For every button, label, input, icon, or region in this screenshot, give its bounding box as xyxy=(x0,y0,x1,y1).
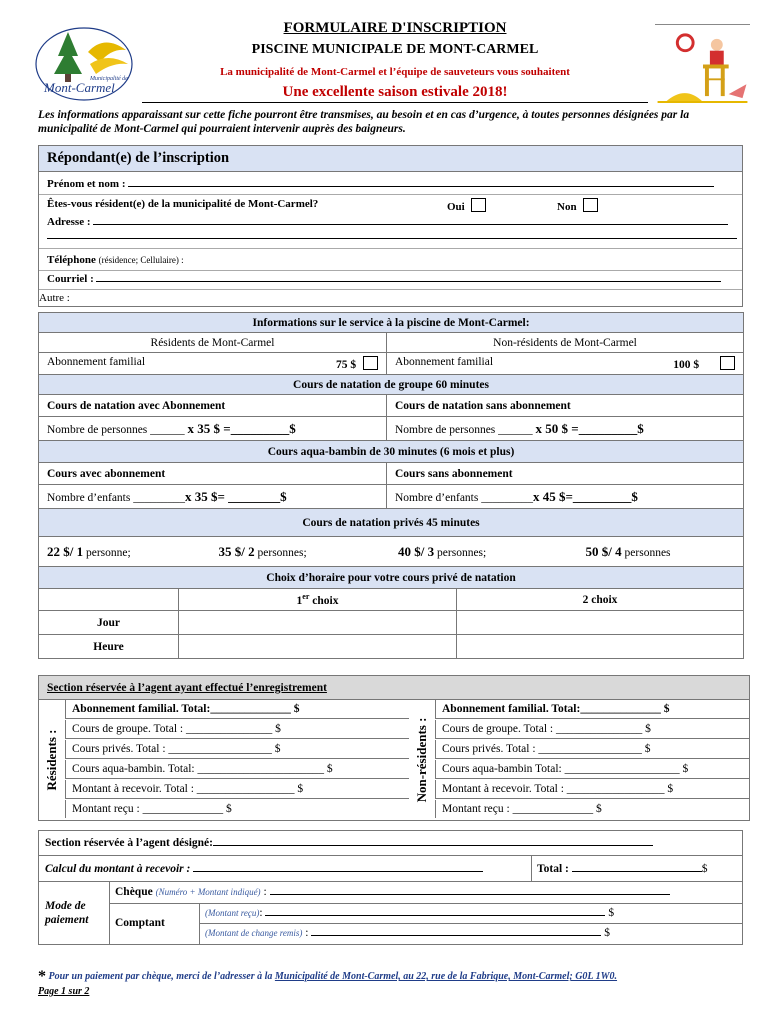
residents-header: Résidents de Mont-Carmel xyxy=(39,333,387,353)
received-row: (Montant reçu): $ xyxy=(205,907,615,919)
svg-text:Municipalité de: Municipalité de xyxy=(90,76,128,82)
private-options-row xyxy=(39,537,744,567)
phone-hint: (résidence; Cellulaire) : xyxy=(98,255,184,265)
aqua-with-sub-title: Cours avec abonnement xyxy=(39,463,387,485)
group-lessons-heading: Cours de natation de groupe 60 minutes xyxy=(39,375,744,395)
respondent-heading: Répondant(e) de l’inscription xyxy=(39,146,742,172)
phone-row xyxy=(47,254,184,266)
day-label: Jour xyxy=(39,611,179,635)
cheque-row: Chèque (Numéro + Montant indiqué) : xyxy=(115,886,670,898)
received-field[interactable] xyxy=(265,907,605,916)
change-field[interactable] xyxy=(311,927,601,936)
aqua-without-count-label: Nombre d’enfants _________ xyxy=(395,491,533,504)
no-label: Non xyxy=(557,201,577,213)
res-family-total[interactable]: Abonnement familial. Total:______________ $ xyxy=(65,700,409,719)
payment-mode-label: Mode de paiement xyxy=(45,900,89,926)
name-label: Prénom et nom : xyxy=(47,178,126,190)
group-with-formula: x 35 $ =_________$ xyxy=(187,420,296,436)
nonres-received[interactable]: Montant reçu : ______________ $ xyxy=(435,800,749,818)
choice-1-header: 1er choix xyxy=(179,589,457,611)
private-option-3[interactable]: 40 $/ 3 personnes; xyxy=(398,543,487,559)
nonresidents-family-cell xyxy=(387,353,744,375)
aqua-heading: Cours aqua-bambin de 30 minutes (6 mois et plus) xyxy=(39,441,744,463)
resident-row xyxy=(47,198,737,213)
respondent-section xyxy=(38,145,743,307)
hour-choice-1[interactable] xyxy=(179,635,457,659)
service-heading: Informations sur le service à la piscine de Mont-Carmel: xyxy=(39,313,744,333)
nonres-to-receive[interactable]: Montant à recevoir. Total : _________________ $ xyxy=(435,780,749,799)
nonresidents-vertical-label: Non-résidents : xyxy=(414,717,429,803)
aqua-with-formula: x 35 $= ________$ xyxy=(184,488,287,504)
total-row: Total : $ xyxy=(537,863,708,875)
other-row xyxy=(39,292,70,304)
residents-family-cell xyxy=(39,353,387,375)
private-option-2[interactable]: 35 $/ 2 personnes; xyxy=(218,543,307,559)
hour-choice-2[interactable] xyxy=(457,635,744,659)
municipality-logo xyxy=(30,22,138,104)
res-group-total[interactable]: Cours de groupe. Total : _______________ $ xyxy=(65,720,409,739)
aqua-with-count-label: Nombre d’enfants _________ xyxy=(47,491,185,504)
change-row: (Montant de change remis) : $ xyxy=(205,927,610,939)
res-to-receive[interactable]: Montant à recevoir. Total : _________________ $ xyxy=(65,780,409,799)
group-without-sub-count[interactable] xyxy=(387,417,744,441)
nonres-family-total[interactable]: Abonnement familial. Total:______________ $ xyxy=(435,700,749,719)
designated-agent-section xyxy=(38,830,743,945)
schedule-heading: Choix d’horaire pour votre cours privé de natation xyxy=(39,567,744,589)
nonres-group-total[interactable]: Cours de groupe. Total : _______________ $ xyxy=(435,720,749,739)
name-row xyxy=(47,178,714,190)
aqua-without-count[interactable] xyxy=(387,485,744,509)
residents-vertical-label: Résidents : xyxy=(44,729,59,791)
residents-family-checkbox[interactable] xyxy=(363,356,378,370)
agent-heading: Section réservée à l’agent ayant effectué l’enregistrement xyxy=(39,676,749,700)
address-field[interactable] xyxy=(93,216,728,225)
group-with-sub-count[interactable] xyxy=(39,417,387,441)
aqua-with-count[interactable] xyxy=(39,485,387,509)
hour-label: Heure xyxy=(39,635,179,659)
address-row xyxy=(47,216,728,228)
address-label: Adresse : xyxy=(47,216,91,228)
residents-family-price: 75 $ xyxy=(336,359,357,371)
schedule-blank-cell xyxy=(39,589,179,611)
other-label: Autre : xyxy=(39,292,70,304)
amount-row: Calcul du montant à recevoir : xyxy=(45,863,483,875)
email-field[interactable] xyxy=(96,273,721,282)
page-number: Page 1 sur 2 xyxy=(38,986,90,997)
yes-checkbox[interactable] xyxy=(471,198,486,212)
aqua-without-formula: x 45 $=_________$ xyxy=(532,488,638,504)
yes-label: Oui xyxy=(447,201,465,213)
service-table xyxy=(38,312,744,659)
res-private-total[interactable]: Cours privés. Total : __________________ $ xyxy=(65,740,409,759)
day-choice-1[interactable] xyxy=(179,611,457,635)
nonres-aqua-total[interactable]: Cours aqua-bambin Total: ____________________ $ xyxy=(435,760,749,779)
email-row xyxy=(47,273,721,285)
amount-field[interactable] xyxy=(193,863,483,872)
choice-2-header: 2 choix xyxy=(457,589,744,611)
residents-family-label: Abonnement familial xyxy=(47,356,146,368)
nonres-private-total[interactable]: Cours privés. Total : __________________ $ xyxy=(435,740,749,759)
total-field[interactable] xyxy=(572,863,702,872)
svg-text:Mont-Carmel: Mont-Carmel xyxy=(44,80,115,95)
nonresidents-family-checkbox[interactable] xyxy=(720,356,735,370)
group-without-count-label: Nombre de personnes ______ xyxy=(395,423,533,436)
nonresidents-header: Non-résidents de Mont-Carmel xyxy=(387,333,744,353)
lifeguard-illustration xyxy=(655,24,750,104)
cheque-footer-note: * Pour un paiement par chèque, merci de l’adresser à la Municipalité de Mont-Carmel, au 22, rue de la Fabrique, Mont-Carmel; G0L 1W0. xyxy=(38,968,618,985)
name-field[interactable] xyxy=(128,178,714,187)
address-field-2[interactable] xyxy=(47,230,737,239)
intro-notice: Les informations apparaissant sur cette fiche pourront être transmises, au besoin et en cas d’urgence, à toutes personnes désignées par la municipalité de Mont-Carmel qui pourraient intervenir auprès des baigneurs. xyxy=(38,109,690,135)
agent-registration-section xyxy=(38,675,750,821)
address-row-2 xyxy=(47,230,737,242)
cash-label: Comptant xyxy=(115,917,165,929)
res-received[interactable]: Montant reçu : ______________ $ xyxy=(65,800,409,818)
nonresidents-family-price: 100 $ xyxy=(673,359,700,371)
group-with-count-label: Nombre de personnes ______ xyxy=(47,423,185,436)
group-without-formula: x 50 $ =_________$ xyxy=(535,420,644,436)
title-divider xyxy=(142,102,648,103)
day-choice-2[interactable] xyxy=(457,611,744,635)
private-option-4[interactable]: 50 $/ 4 personnes xyxy=(585,543,671,559)
cheque-field[interactable] xyxy=(270,886,670,895)
wish-line: La municipalité de Mont-Carmel et l’équipe de sauveteurs vous souhaitent xyxy=(220,66,570,78)
season-line: Une excellente saison estivale 2018! xyxy=(282,84,508,100)
aqua-without-sub-title: Cours sans abonnement xyxy=(387,463,744,485)
private-option-1[interactable]: 22 $/ 1 personne; xyxy=(47,543,131,559)
form-title: FORMULAIRE D'INSCRIPTION xyxy=(283,20,507,36)
nonresidents-family-label: Abonnement familial xyxy=(395,356,494,368)
resident-question: Êtes-vous résident(e) de la municipalité de Mont-Carmel? xyxy=(47,198,319,210)
phone-label: Téléphone xyxy=(47,254,96,266)
form-subtitle: PISCINE MUNICIPALE DE MONT-CARMEL xyxy=(251,42,539,57)
res-aqua-total[interactable]: Cours aqua-bambin. Total: ______________________ $ xyxy=(65,760,409,779)
private-heading: Cours de natation privés 45 minutes xyxy=(39,509,744,537)
group-without-sub-title: Cours de natation sans abonnement xyxy=(387,395,744,417)
group-with-sub-title: Cours de natation avec Abonnement xyxy=(39,395,387,417)
email-label: Courriel : xyxy=(47,273,94,285)
designated-heading: Section réservée à l’agent désigné: xyxy=(45,837,653,849)
no-checkbox[interactable] xyxy=(583,198,598,212)
